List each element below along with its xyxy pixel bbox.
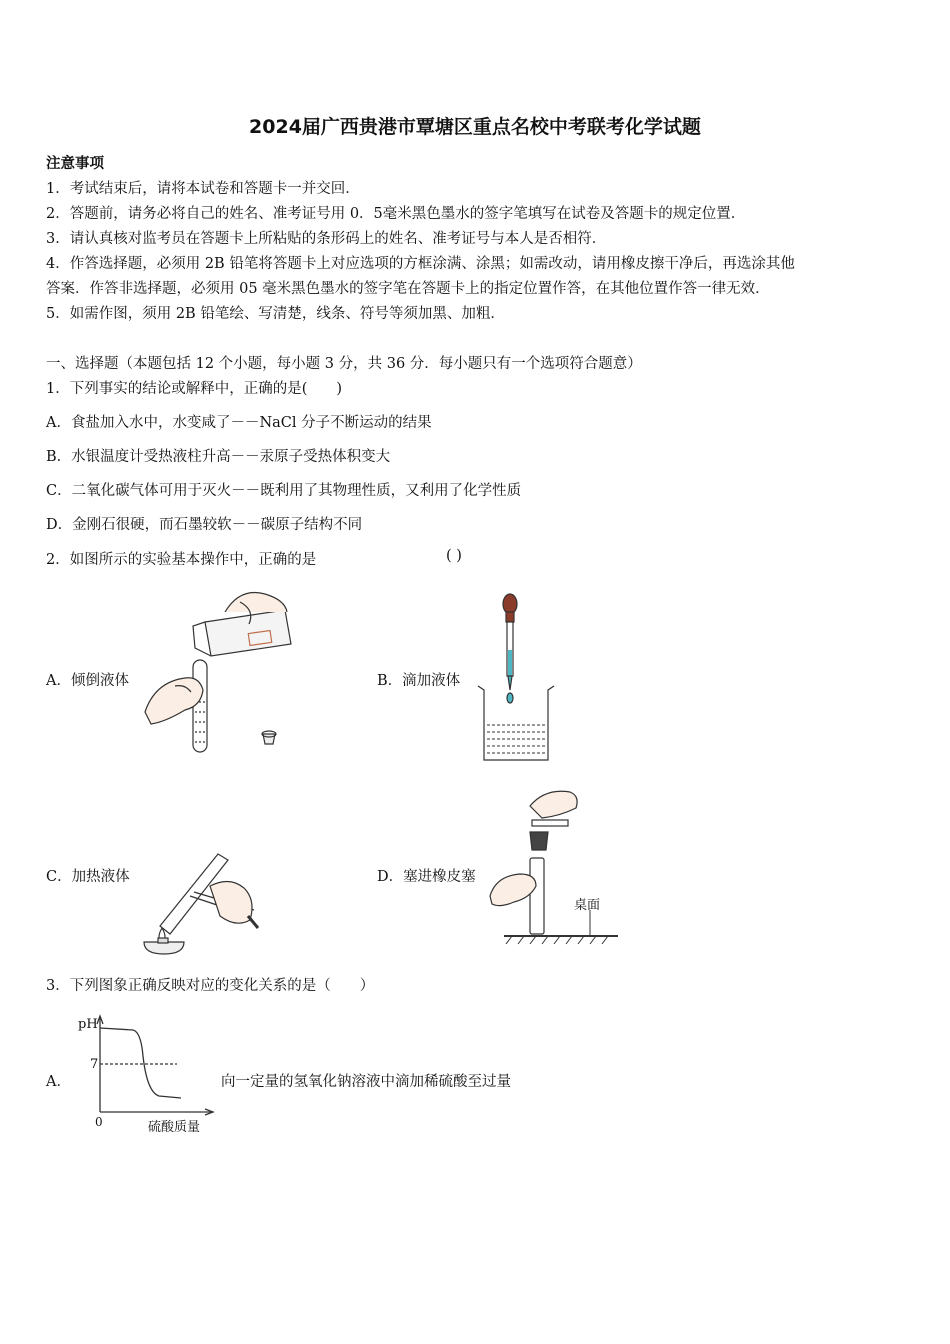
ph-curve [100, 1028, 181, 1098]
q2-option-b: B．滴加液体 [377, 673, 461, 689]
notice-item: 3．请认真核对监考员在答题卡上所粘贴的条形码上的姓名、准考证号与本人是否相符． [46, 231, 607, 247]
pouring-liquid-figure [145, 582, 305, 757]
q1-stem: 1．下列事实的结论或解释中，正确的是( ) [46, 381, 343, 397]
x-axis-label: 硫酸质量 [148, 1120, 201, 1135]
notice-heading: 注意事项 [46, 155, 104, 172]
heating-liquid-figure [140, 846, 265, 954]
q2-paren: ( ) [446, 548, 462, 564]
ph7-label: 7 [90, 1057, 99, 1072]
q2-stem: 2．如图所示的实验基本操作中，正确的是 [46, 552, 317, 568]
notice-item: 4．作答选择题，必须用 2B 铅笔将答题卡上对应选项的方框涂满、涂黑；如需改动，请用橡皮擦干净后，再选涂其他 [46, 256, 795, 272]
page-title: 2024届广西贵港市覃塘区重点名校中考联考化学试题 [249, 116, 701, 138]
notice-item: 1．考试结束后，请将本试卷和答题卡一并交回． [46, 181, 360, 197]
q1-option-b: B．水银温度计受热液柱升高－－汞原子受热体积变大 [46, 449, 391, 465]
q2-option-d: D．塞进橡皮塞 [377, 869, 476, 885]
q3-option-a-text: 向一定量的氢氧化钠溶液中滴加稀硫酸至过量 [221, 1074, 511, 1090]
y-axis-label: pH [78, 1017, 98, 1032]
inserting-stopper-figure [490, 786, 625, 946]
q1-option-d: D．金刚石很硬，而石墨较软－－碳原子结构不同 [46, 517, 363, 533]
q2-option-a: A．倾倒液体 [46, 673, 129, 689]
notice-item: 5．如需作图，须用 2B 铅笔绘、写清楚，线条、符号等须加黑、加粗． [46, 306, 505, 322]
notice-item: 2．答题前，请务必将自己的姓名、准考证号用 0．5毫米黑色墨水的签字笔填写在试卷及答题卡的规定位置． [46, 206, 746, 222]
q2-option-c: C．加热液体 [46, 869, 130, 885]
desk-label: 桌面 [574, 898, 601, 913]
q1-option-c: C．二氧化碳气体可用于灭火－－既利用了其物理性质，又利用了化学性质 [46, 483, 522, 499]
origin-label: 0 [95, 1115, 103, 1129]
section-heading: 一、选择题（本题包括 12 个小题，每小题 3 分，共 36 分．每小题只有一个选项符合题意） [46, 356, 642, 372]
q1-option-a: A．食盐加入水中，水变咸了－－NaCl 分子不断运动的结果 [46, 415, 432, 431]
q3-option-a-letter: A． [46, 1074, 71, 1090]
dropping-liquid-figure [470, 590, 560, 765]
q3-stem: 3．下列图象正确反映对应的变化关系的是（ ） [46, 978, 375, 994]
notice-item: 答案．作答非选择题，必须用 05 毫米黑色墨水的签字笔在答题卡上的指定位置作答，在其他位置作答一律无效． [46, 281, 770, 297]
